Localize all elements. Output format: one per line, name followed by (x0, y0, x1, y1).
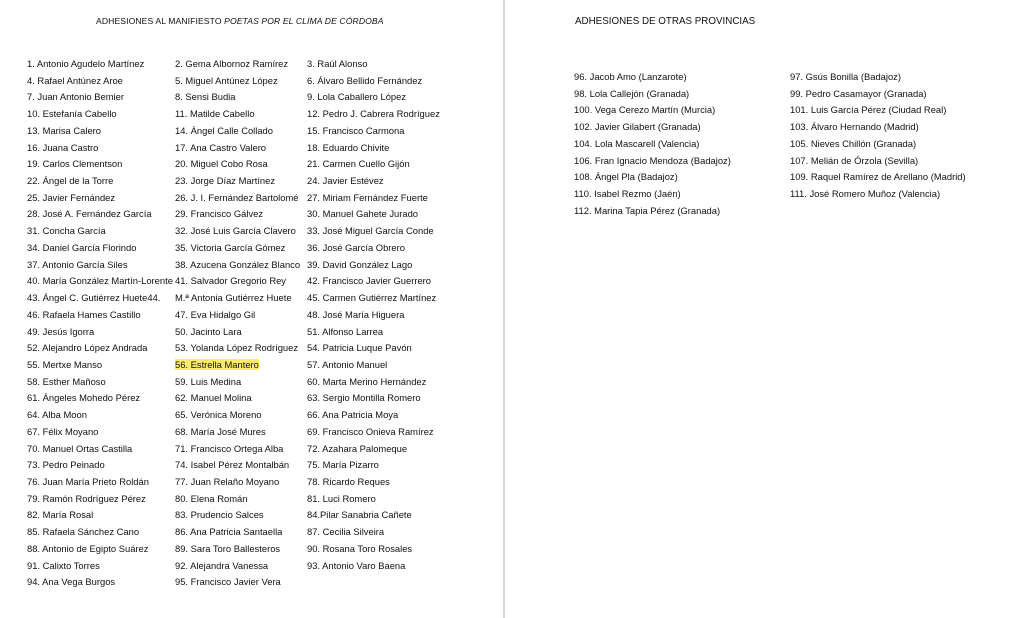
name-entry: 14. Ángel Calle Collado (175, 124, 273, 136)
name-entry: 9. Lola Caballero López (307, 91, 407, 103)
name-entry: 86. Ana Patricia Santaella (175, 526, 283, 538)
name-entry: 87. Cecilia Silveira (307, 526, 385, 538)
name-entry: 58. Esther Mañoso (27, 375, 106, 387)
name-entry: 13. Marisa Calero (27, 124, 101, 136)
right-page-title: ADHESIONES DE OTRAS PROVINCIAS (575, 16, 756, 27)
name-entry: 10. Estefanía Cabello (27, 108, 117, 120)
name-entry: 24. Javier Estévez (307, 175, 384, 187)
name-entry: 3. Raúl Alonso (307, 58, 368, 69)
name-entry: 37. Antonio García Siles (27, 258, 128, 270)
name-entry: 62. Manuel Molina (175, 392, 252, 404)
name-entry: 112. Marina Tapia Pérez (Granada) (574, 204, 721, 216)
name-entry: 110. Isabel Rezmo (Jaén) (574, 187, 681, 199)
name-entry: 78. Ricardo Reques (307, 476, 390, 487)
name-entry: 107. Melián de Órzola (Sevilla) (790, 154, 919, 166)
name-entry: 29. Francisco Gálvez (175, 208, 264, 220)
name-entry: 27. Miriam Fernández Fuerte (307, 191, 428, 203)
name-entry: 106. Fran Ignacio Mendoza (Badajoz) (574, 154, 731, 166)
name-entry: 79. Ramón Rodríguez Pérez (27, 492, 146, 504)
name-entry: 60. Marta Merino Hernández (307, 375, 427, 387)
name-entry: 108. Ángel Pla (Badajoz) (574, 171, 678, 183)
name-entry: 36. José García Obrero (307, 241, 405, 253)
name-entry: 64. Alba Moon (27, 409, 87, 421)
name-entry: 48. José María Higuera (307, 308, 405, 320)
name-entry: 57. Antonio Manuel (307, 358, 388, 370)
name-entry: 82. María Rosal (27, 509, 94, 521)
name-entry: 47. Eva Hidalgo Gil (175, 308, 256, 320)
name-entry: 15. Francisco Carmona (307, 124, 405, 136)
name-entry: 19. Carlos Clementson (27, 158, 123, 170)
name-entry: 43. Ángel C. Gutiérrez Huete44. (27, 292, 161, 304)
name-entry: 51. Alfonso Larrea (307, 325, 384, 337)
name-entry: 71. Francisco Ortega Alba (175, 442, 284, 454)
name-entry: 46. Rafaela Hames Castillo (27, 308, 141, 320)
name-entry: M.ª Antonia Gutiérrez Huete (175, 292, 292, 304)
name-entry: 84.Pilar Sanabria Cañete (307, 509, 412, 521)
name-entry: 77. Juan Relaño Moyano (175, 476, 280, 487)
name-entry: 54. Patricia Luque Pavón (307, 342, 412, 354)
name-entry: 16. Juana Castro (27, 141, 99, 153)
name-entry: 49. Jesús Igorra (27, 325, 95, 337)
name-entry: 22. Ángel de la Torre (27, 175, 114, 187)
name-entry: 40. María González Martín-Lorente (27, 275, 173, 287)
name-entry: 81. Luci Romero (307, 492, 376, 504)
name-entry: 93. Antonio Varo Baena (307, 559, 406, 571)
name-entry: 11. Matilde Cabello (175, 108, 255, 120)
name-entry: 12. Pedro J. Cabrera Rodríguez (307, 108, 440, 120)
name-entry: 72. Azahara Palomeque (307, 442, 408, 454)
name-entry: 38. Azucena González Blanco (175, 258, 301, 270)
name-entry: 66. Ana Patricia Moya (307, 409, 399, 421)
name-entry: 53. Yolanda López Rodríguez (175, 342, 299, 354)
name-entry: 30. Manuel Gahete Jurado (307, 208, 419, 220)
name-entry: 85. Rafaela Sánchez Cano (27, 526, 140, 538)
name-entry: 104. Lola Mascarell (Valencia) (574, 137, 700, 149)
name-entry: 31. Concha García (27, 225, 106, 237)
name-entry: 100. Vega Cerezo Martín (Murcia) (574, 104, 716, 116)
name-entry: 97. Gsús Bonilla (Badajoz) (790, 71, 901, 82)
name-entry: 70. Manuel Ortas Castilla (27, 442, 133, 454)
name-entry: 7. Juan Antonio Bemier (27, 91, 124, 103)
name-entry: 89. Sara Toro Ballesteros (175, 542, 281, 554)
name-entry: 74. Isabel Pérez Montalbán (175, 459, 290, 471)
name-entry: 61. Ángeles Mohedo Pérez (27, 392, 141, 404)
name-entry: 109. Raquel Ramírez de Arellano (Madrid) (790, 171, 966, 183)
name-entry: 98. Lola Callejón (Granada) (574, 87, 690, 99)
name-entry: 65. Verónica Moreno (175, 409, 262, 421)
name-entry: 52. Alejandro López Andrada (27, 342, 148, 354)
name-entry: 92. Alejandra Vanessa (175, 559, 269, 571)
name-entry: 34. Daniel García Florindo (27, 241, 137, 253)
name-entry: 75. María Pizarro (307, 459, 379, 471)
name-entry: 69. Francisco Onieva Ramírez (307, 425, 434, 437)
name-entry: 68. María José Mures (175, 425, 266, 437)
name-entry: 35. Victoria García Gómez (175, 241, 286, 253)
name-entry: 55. Mertxe Manso (27, 358, 103, 370)
name-entry: 28. José A. Fernández García (27, 208, 152, 220)
name-entry: 20. Miguel Cobo Rosa (175, 158, 268, 170)
name-entry: 45. Carmen Gutiérrez Martínez (307, 292, 437, 304)
name-entry: 26. J. I. Fernández Bartolomé (175, 191, 299, 203)
name-entry: 18. Eduardo Chivite (307, 141, 390, 153)
left-page (0, 0, 503, 618)
name-entry: 76. Juan María Prieto Roldán (27, 476, 149, 487)
name-entry: 33. José Miguel García Conde (307, 225, 434, 237)
name-entry: 4. Rafael Antúnez Aroe (27, 74, 123, 86)
name-entry: 102. Javier Gilabert (Granada) (574, 121, 701, 133)
name-entry: 88. Antonio de Egipto Suárez (27, 542, 149, 554)
name-entry: 63. Sergio Montilla Romero (307, 392, 421, 404)
left-page-title: ADHESIONES AL MANIFIESTO POETAS POR EL CLIMA DE CÓRDOBA (96, 16, 384, 26)
name-entry: 83. Prudencio Salces (175, 509, 264, 521)
name-entry: 59. Luis Medina (175, 375, 242, 387)
name-entry: 95. Francisco Javier Vera (175, 576, 281, 588)
name-entry: 25. Javier Fernández (27, 191, 116, 203)
name-entry: 42. Francisco Javier Guerrero (307, 275, 432, 287)
name-entry: 5. Miguel Antúnez López (175, 74, 278, 86)
name-entry: 50. Jacinto Lara (175, 325, 242, 337)
name-entry: 8. Sensi Budia (175, 91, 236, 103)
name-entry: 17. Ana Castro Valero (175, 141, 267, 153)
name-entry: 91. Calixto Torres (27, 559, 100, 571)
name-entry: 6. Álvaro Bellido Fernández (307, 74, 423, 86)
name-entry: 111. José Romero Muñoz (Valencia) (790, 187, 941, 199)
name-entry: 39. David González Lago (307, 258, 413, 270)
name-entry: 105. Nieves Chillón (Granada) (790, 137, 917, 149)
name-entry: 32. José Luis García Clavero (175, 225, 296, 237)
name-entry: 1. Antonio Agudelo Martínez (27, 58, 145, 69)
name-entry: 96. Jacob Amo (Lanzarote) (574, 71, 687, 82)
name-entry: 2. Gema Albornoz Ramírez (175, 58, 289, 69)
name-entry: 94. Ana Vega Burgos (27, 576, 116, 588)
name-entry: 67. Félix Moyano (27, 425, 99, 437)
name-entry: 21. Carmen Cuello Gijón (307, 158, 410, 170)
name-entry: 23. Jorge Díaz Martínez (175, 175, 276, 187)
right-page (507, 0, 1013, 618)
name-entry: 73. Pedro Peinado (27, 459, 105, 471)
name-entry: 41. Salvador Gregorio Rey (175, 275, 286, 287)
highlighted-name-entry: 56. Estrella Mantero (175, 358, 259, 370)
page-divider (503, 0, 505, 618)
name-entry: 99. Pedro Casamayor (Granada) (790, 87, 927, 99)
name-entry: 80. Elena Román (175, 492, 248, 504)
name-entry: 101. Luis García Pérez (Ciudad Real) (790, 104, 947, 116)
name-entry: 90. Rosana Toro Rosales (307, 542, 413, 554)
name-entry: 103. Álvaro Hernando (Madrid) (790, 121, 919, 133)
